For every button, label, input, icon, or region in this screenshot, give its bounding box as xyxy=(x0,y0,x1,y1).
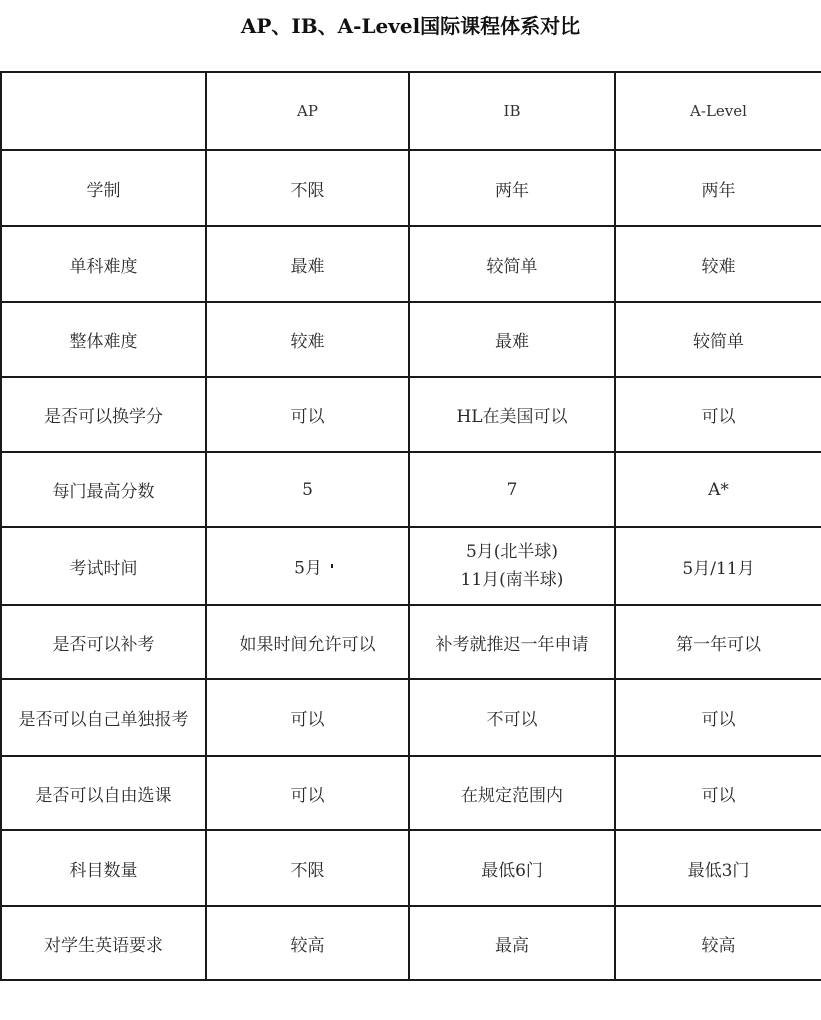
row-label: 是否可以换学分 xyxy=(1,377,206,452)
cell-alevel: 可以 xyxy=(615,377,821,452)
cell-ib: 在规定范围内 xyxy=(409,756,615,830)
row-label: 每门最高分数 xyxy=(1,452,206,527)
cell-ap: 较高 xyxy=(206,906,409,980)
cell-ap: 不限 xyxy=(206,830,409,906)
table-row xyxy=(1,830,821,906)
table-row xyxy=(1,605,821,679)
cell-ap: 5 xyxy=(206,452,409,527)
cell-alevel: 可以 xyxy=(615,756,821,830)
cell-alevel: 较简单 xyxy=(615,302,821,377)
table-row xyxy=(1,679,821,756)
header-ib: IB xyxy=(409,72,615,150)
cell-ib: 两年 xyxy=(409,150,615,226)
row-label: 单科难度 xyxy=(1,226,206,302)
row-label: 是否可以自己单独报考 xyxy=(1,679,206,756)
cell-ap xyxy=(206,527,409,605)
row-label: 整体难度 xyxy=(1,302,206,377)
cell-ib-line1: 5月(北半球) xyxy=(465,542,559,562)
table-row xyxy=(1,756,821,830)
row-label: 学制 xyxy=(1,150,206,226)
cell-alevel: 第一年可以 xyxy=(615,605,821,679)
table-row xyxy=(1,226,821,302)
cell-alevel: 可以 xyxy=(615,679,821,756)
cell-ap: 较难 xyxy=(206,302,409,377)
cell-ap: 可以 xyxy=(206,377,409,452)
cell-alevel: 较高 xyxy=(615,906,821,980)
cell-ap: 可以 xyxy=(206,679,409,756)
cell-ib xyxy=(409,527,615,605)
cell-ap: 不限 xyxy=(206,150,409,226)
row-label: 对学生英语要求 xyxy=(1,906,206,980)
page-title: AP、IB、A-Level国际课程体系对比 xyxy=(240,14,581,38)
cell-ib: 较简单 xyxy=(409,226,615,302)
cell-alevel: 两年 xyxy=(615,150,821,226)
comparison-table xyxy=(0,71,821,981)
cell-alevel: 5月/11月 xyxy=(615,527,821,605)
cell-alevel: 最低3门 xyxy=(615,830,821,906)
cell-ib: 最高 xyxy=(409,906,615,980)
cell-ap-text: 5月 xyxy=(294,558,322,579)
row-label: 是否可以自由选课 xyxy=(1,756,206,830)
cell-ap: 可以 xyxy=(206,756,409,830)
header-ap: AP xyxy=(206,72,409,150)
cell-ap: 最难 xyxy=(206,226,409,302)
cell-ib: 最低6门 xyxy=(409,830,615,906)
table-header-row xyxy=(1,72,821,150)
table-row xyxy=(1,377,821,452)
header-alevel: A-Level xyxy=(615,72,821,150)
row-label: 是否可以补考 xyxy=(1,605,206,679)
table-row xyxy=(1,452,821,527)
table-row xyxy=(1,302,821,377)
table-row xyxy=(1,527,821,605)
cell-ib: 7 xyxy=(409,452,615,527)
table-row xyxy=(1,906,821,980)
row-label: 科目数量 xyxy=(1,830,206,906)
header-corner xyxy=(1,72,206,150)
cell-ib: HL在美国可以 xyxy=(409,377,615,452)
cell-divider xyxy=(331,564,333,568)
cell-alevel: 较难 xyxy=(615,226,821,302)
table-row xyxy=(1,150,821,226)
cell-alevel: A* xyxy=(615,452,821,527)
row-label: 考试时间 xyxy=(1,527,206,605)
cell-ap: 如果时间允许可以 xyxy=(206,605,409,679)
cell-ib: 补考就推迟一年申请 xyxy=(409,605,615,679)
cell-ib: 最难 xyxy=(409,302,615,377)
cell-ib-line2: 11月(南半球) xyxy=(460,570,564,590)
cell-ib: 不可以 xyxy=(409,679,615,756)
